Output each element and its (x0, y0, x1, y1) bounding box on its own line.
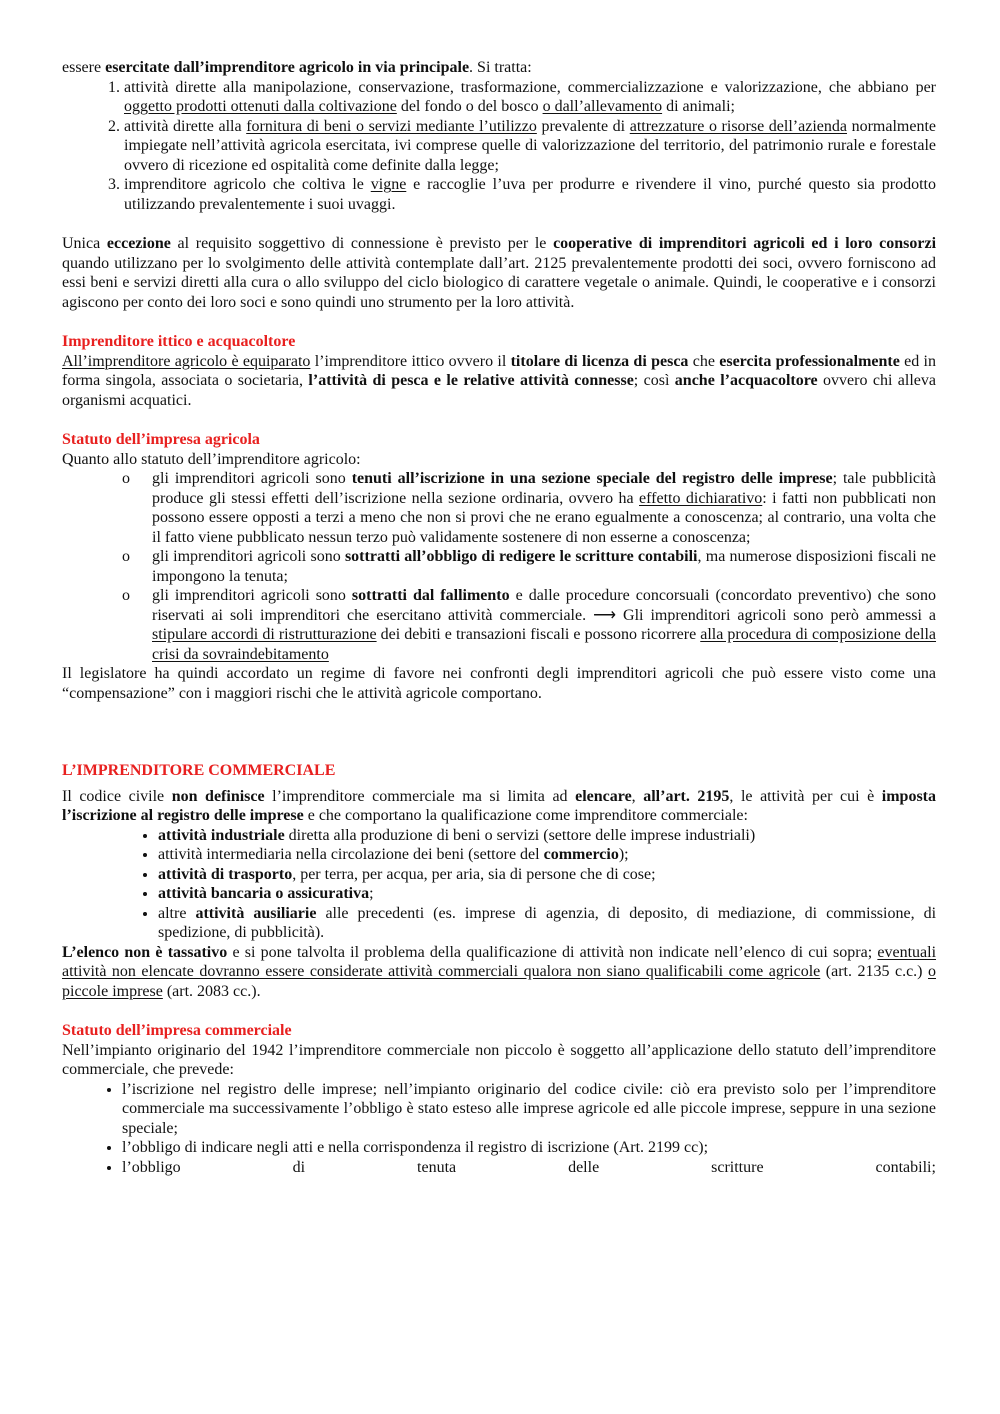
paragraph-intro (62, 58, 936, 78)
paragraph-impianto-originario: Nell’impianto originario del 1942 l’imprenditore commerciale non piccolo è soggetto all’applicazione dello statuto dell’imprenditore commerciale, che prevede: (62, 1041, 936, 1078)
paragraph-elenco-non-tassativo: L’elenco non è tassativo e si pone talvolta il problema della qualificazione di attività non indicate nell’elenco di cui sopra; eventuali attività non elencate dovranno essere considerate attività commerciali qualora non siano qualificabili come agricole (art. 2135 c.c.) o piccole imprese (art. 2083 cc.). (62, 943, 937, 1000)
paragraph-eccezione: Unica eccezione al requisito soggettivo di connessione è previsto per le cooperative di imprenditori agricoli ed i loro consorzi quando utilizzano per lo svolgimento delle attività contemplate dall’art. 2125 prevalentemente prodotti dei soci, ovvero forniscono ad essi beni e servizi diretti alla cura o allo sviluppo del ciclo biologico di carattere vegetale o animale. Quindi, le cooperative e i consorzi agiscono per conto dei loro soci e sono quindi uno strumento per la loro attività. (62, 235, 937, 311)
list-item: • attività di trasporto, per terra, per acqua, per aria, sia di persone che di cose; (158, 865, 936, 885)
bold-text: esercitate dall’imprenditore agricolo in via principale (105, 59, 470, 76)
paragraph-ittico: All’imprenditore agricolo è equiparato l’imprenditore ittico ovvero il titolare di licenza di pesca che esercita professionalmente ed in forma singola, associata o societaria, l’attività di pesca e le relative attività connesse; così anche l’acquacoltore ovvero chi alleva organismi acquatici. (62, 352, 936, 409)
list-item: • l’obbligo di indicare negli atti e nella corrispondenza il registro di iscrizione (Art. 2199 cc); (122, 1138, 936, 1158)
list-item: • l’iscrizione nel registro delle imprese; nell’impianto originario del codice civile: ciò era previsto solo per l’imprenditore commerciale ma successivamente l’obbligo è stato esteso alle imprese agricole ed alle piccole imprese, seppure in una sezione speciale; (122, 1080, 936, 1139)
heading-statuto-commerciale: Statuto dell’impresa commerciale (62, 1022, 292, 1039)
underlined-text: o dall’allevamento (542, 98, 663, 115)
list-item: • altre attività ausiliarie alle precedenti (es. imprese di agenzia, di deposito, di mediazione, di commissione, di spedizione, di pubblicità). (158, 904, 936, 943)
text: essere (62, 59, 106, 76)
list-item: 3. imprenditore agricolo che coltiva le vigne e raccoglie l’uva per produrre e rivendere il vino, purché questo sia prodotto utilizzando prevalentemente i suoi uvaggi. (124, 175, 936, 214)
heading-imprenditore-commerciale: L’IMPRENDITORE COMMERCIALE (62, 762, 336, 779)
circle-list-statuto (62, 469, 936, 664)
list-item: o gli imprenditori agricoli sono tenuti all’iscrizione in una sezione speciale del registro delle imprese; tale pubblicità produce gli stessi effetti dell’iscrizione nella sezione ordinaria, ovvero ha effetto dichiarativo: i fatti non pubblicati non possono essere opposti a terzi a meno che non si provi che ne erano egualmente a conoscenza; al contrario, una volta che il fatto viene pubblicato nessun terzo può validamente sostenere di non esserne a conoscenza; (152, 469, 936, 547)
heading-statuto-agricola: Statuto dell’impresa agricola (62, 431, 260, 448)
numbered-list-activities (62, 78, 936, 215)
underlined-text: attrezzature o risorse dell’azienda (629, 117, 847, 135)
paragraph-statuto-intro: Quanto allo statuto dell’imprenditore agricolo: (62, 450, 361, 468)
list-item: • attività intermediaria nella circolazione dei beni (settore del commercio); (158, 845, 936, 865)
underlined-text: vigne (370, 176, 407, 193)
text: . Si tratta: (469, 59, 532, 76)
list-item: 1. attività dirette alla manipolazione, conservazione, trasformazione, commercializzazione e valorizzazione, che abbiano per oggetto prodotti ottenuti dalla coltivazione del fondo o del bosco o dall’allevamento di animali; (124, 78, 936, 117)
bullet-list-statuto-commerciale (62, 1080, 936, 1178)
heading-imprenditore-ittico: Imprenditore ittico e acquacoltore (62, 333, 296, 350)
paragraph-legislatore: Il legislatore ha quindi accordato un regime di favore nei confronti degli imprenditori agricoli che può essere visto come una “compensazione” con i maggiori rischi che le attività agricole comportano. (62, 665, 936, 702)
list-item: o gli imprenditori agricoli sono sottratti dal fallimento e dalle procedure concorsuali (concordato preventivo) che sono riservati ai soli imprenditori che esercitano attività commerciale. ⟶ Gli imprenditori agricoli sono però ammessi a stipulare accordi di ristrutturazione dei debiti e transazioni fiscali e possono ricorrere alla procedura di composizione della crisi da sovraindebitamento (152, 586, 936, 664)
list-item: o gli imprenditori agricoli sono sottratti all’obbligo di redigere le scritture contabili, ma numerose disposizioni fiscali ne impongono la tenuta; (152, 547, 936, 586)
list-item: • l’obbligo di tenuta delle scritture contabili; (122, 1158, 936, 1178)
paragraph-codice-civile: Il codice civile non definisce l’imprenditore commerciale ma si limita ad elencare, all’art. 2195, le attività per cui è imposta l’iscrizione al registro delle imprese e che comportano la qualificazione come imprenditore commerciale: (62, 787, 936, 824)
underlined-text: oggetto prodotti ottenuti dalla coltivazione (124, 98, 397, 115)
bullet-list-attivita (62, 826, 936, 943)
list-item: • attività industriale diretta alla produzione di beni o servizi (settore delle imprese industriali) (158, 826, 936, 846)
underlined-text: fornitura di beni o servizi mediante l’utilizzo (246, 117, 537, 135)
list-item: 2. attività dirette alla fornitura di beni o servizi mediante l’utilizzo prevalente di attrezzature o risorse dell’azienda normalmente impiegate nell’attività agricola esercitata, ivi comprese quelle di valorizzazione del territorio, del patrimonio rurale e forestale ovvero di ricezione ed ospitalità come definite dalla legge; (124, 117, 936, 176)
list-item: • attività bancaria o assicurativa; (158, 884, 936, 904)
